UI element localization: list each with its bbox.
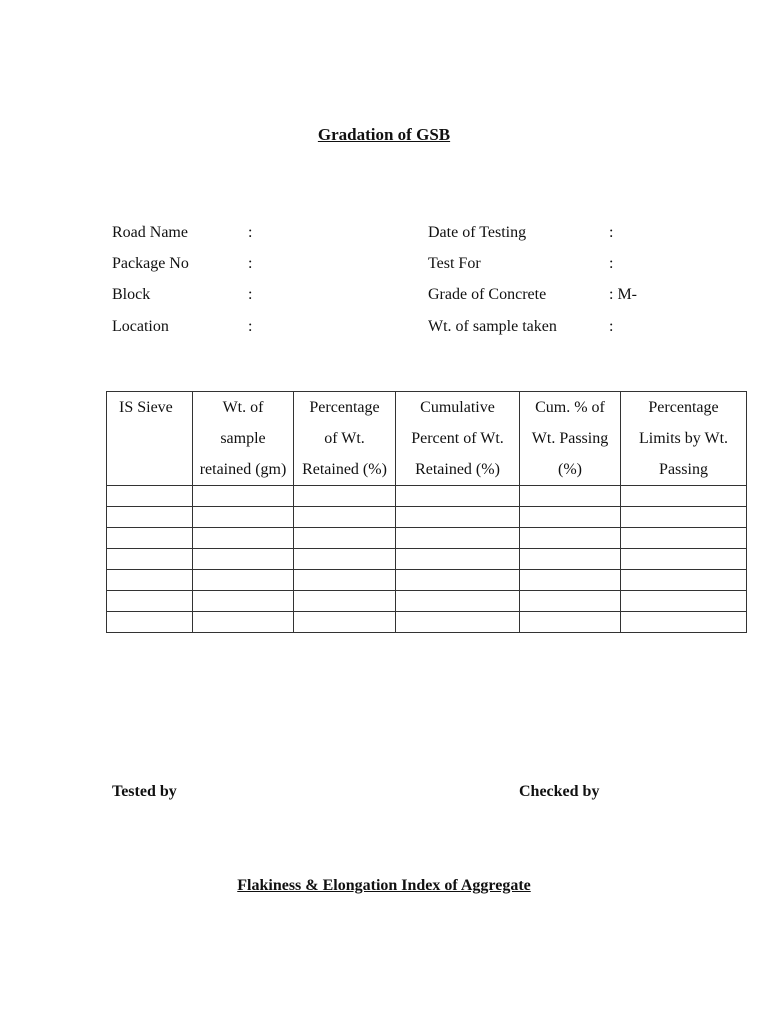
header-line: sample	[220, 430, 266, 447]
header-line: Limits by Wt.	[638, 430, 729, 447]
field-road-name-sep: :	[248, 224, 253, 241]
field-grade-of-concrete-sep: : M-	[609, 286, 637, 303]
field-test-for-label: Test For	[428, 255, 481, 272]
table-row	[107, 591, 747, 612]
header-line: Cumulative	[420, 399, 495, 416]
table-cell[interactable]	[107, 612, 193, 633]
table-cell[interactable]	[107, 570, 193, 591]
field-date-of-testing-sep: :	[609, 224, 614, 241]
table-cell[interactable]	[107, 486, 193, 507]
next-section-title	[0, 877, 768, 895]
table-cell[interactable]	[621, 507, 747, 528]
checked-by-label: Checked by	[519, 783, 600, 800]
field-road-name-label: Road Name	[112, 224, 188, 241]
header-line: Retained (%)	[302, 461, 387, 478]
table-cell[interactable]	[193, 507, 294, 528]
table-cell[interactable]	[520, 591, 621, 612]
table-row	[107, 612, 747, 633]
field-block-label: Block	[112, 286, 151, 303]
header-wt-retained	[193, 392, 294, 486]
table-cell[interactable]	[520, 570, 621, 591]
table-cell[interactable]	[621, 549, 747, 570]
table-cell[interactable]	[520, 507, 621, 528]
table-row	[107, 528, 747, 549]
table-row	[107, 486, 747, 507]
header-line: of Wt.	[324, 430, 365, 447]
field-location-sep: :	[248, 318, 253, 335]
field-grade-of-concrete-label: Grade of Concrete	[428, 286, 547, 303]
gradation-table	[106, 391, 747, 633]
table-cell[interactable]	[193, 570, 294, 591]
field-sample-weight-label: Wt. of sample taken	[428, 318, 557, 335]
table-cell[interactable]	[107, 549, 193, 570]
field-test-for-sep: :	[609, 255, 614, 272]
table-cell[interactable]	[294, 528, 396, 549]
header-line: IS Sieve	[119, 399, 173, 416]
table-cell[interactable]	[193, 549, 294, 570]
table-cell[interactable]	[396, 507, 520, 528]
table-cell[interactable]	[294, 612, 396, 633]
document-title-text: Gradation of GSB	[317, 125, 451, 144]
table-cell[interactable]	[396, 612, 520, 633]
field-package-no-sep: :	[248, 255, 253, 272]
table-cell[interactable]	[107, 591, 193, 612]
table-cell[interactable]	[396, 549, 520, 570]
table-cell[interactable]	[396, 591, 520, 612]
header-line: retained (gm)	[199, 461, 287, 478]
table-cell[interactable]	[520, 486, 621, 507]
header-percent-retained	[294, 392, 396, 486]
tested-by-label: Tested by	[112, 783, 177, 800]
table-cell[interactable]	[294, 591, 396, 612]
header-line: Wt. Passing	[531, 430, 609, 447]
table-row	[107, 570, 747, 591]
next-section-title-text: Flakiness & Elongation Index of Aggregate	[237, 877, 531, 894]
header-line: Percent of Wt.	[411, 430, 504, 447]
table-cell[interactable]	[621, 570, 747, 591]
table-cell[interactable]	[107, 507, 193, 528]
table-cell[interactable]	[621, 486, 747, 507]
header-line: Cum. % of	[535, 399, 605, 416]
table-cell[interactable]	[621, 528, 747, 549]
table-cell[interactable]	[621, 591, 747, 612]
header-line: Wt. of	[222, 399, 264, 416]
header-line: Percentage	[309, 399, 380, 416]
table-cell[interactable]	[294, 486, 396, 507]
table-row	[107, 549, 747, 570]
table-cell[interactable]	[193, 528, 294, 549]
document-title	[0, 125, 768, 145]
field-date-of-testing-label: Date of Testing	[428, 224, 527, 241]
table-cell[interactable]	[107, 528, 193, 549]
header-is-sieve	[107, 392, 193, 486]
table-cell[interactable]	[294, 549, 396, 570]
table-cell[interactable]	[396, 570, 520, 591]
header-line: Passing	[659, 461, 708, 478]
table-cell[interactable]	[520, 528, 621, 549]
table-row	[107, 507, 747, 528]
table-cell[interactable]	[396, 486, 520, 507]
header-line: (%)	[558, 461, 582, 478]
header-limits-passing	[621, 392, 747, 486]
table-cell[interactable]	[294, 507, 396, 528]
header-line: Retained (%)	[415, 461, 500, 478]
table-header-row	[107, 392, 747, 486]
field-package-no-label: Package No	[112, 255, 189, 272]
table-cell[interactable]	[193, 612, 294, 633]
table-cell[interactable]	[193, 591, 294, 612]
table-cell[interactable]	[294, 570, 396, 591]
field-block-sep: :	[248, 286, 253, 303]
header-cum-passing	[520, 392, 621, 486]
table-cell[interactable]	[520, 549, 621, 570]
table-cell[interactable]	[520, 612, 621, 633]
table-cell[interactable]	[396, 528, 520, 549]
header-cumulative-retained	[396, 392, 520, 486]
table-cell[interactable]	[193, 486, 294, 507]
table-cell[interactable]	[621, 612, 747, 633]
field-sample-weight-sep: :	[609, 318, 614, 335]
header-line: Percentage	[648, 399, 719, 416]
field-location-label: Location	[112, 318, 169, 335]
